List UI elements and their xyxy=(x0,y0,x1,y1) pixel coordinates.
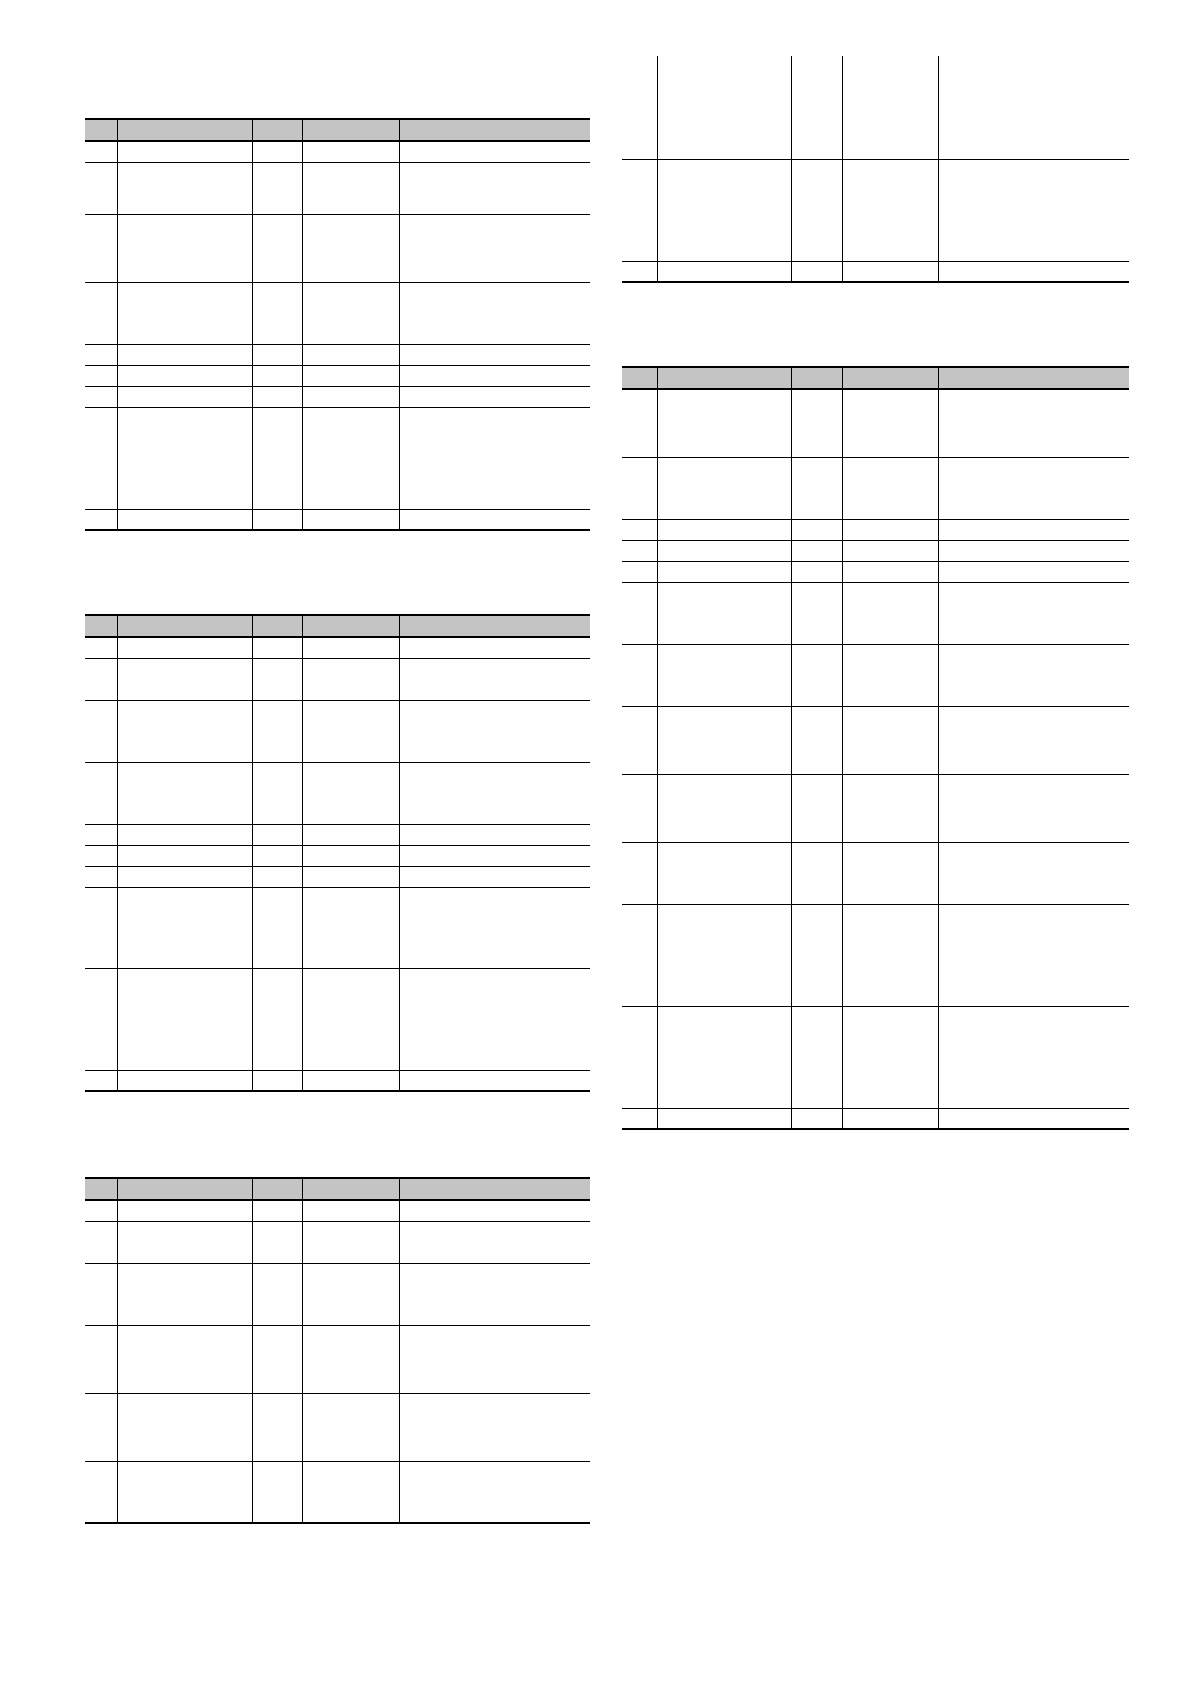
header-cell xyxy=(85,119,117,141)
parameter-table-1 xyxy=(85,118,590,531)
table-cell xyxy=(399,968,590,1070)
table-cell xyxy=(117,407,252,509)
table-cell xyxy=(622,519,657,540)
table-cell xyxy=(117,162,252,214)
table-cell xyxy=(85,282,117,344)
parameter-table-4 xyxy=(622,366,1129,1130)
table-cell xyxy=(842,519,938,540)
table-cell xyxy=(252,1200,302,1221)
table-cell xyxy=(302,700,399,762)
header-cell xyxy=(252,615,302,637)
table-cell xyxy=(252,407,302,509)
table-cell xyxy=(938,904,1129,1006)
table-cell xyxy=(302,866,399,887)
table-row xyxy=(622,774,1129,842)
table-cell xyxy=(791,644,842,706)
table-cell xyxy=(399,1070,590,1091)
table-cell xyxy=(252,1393,302,1461)
table-cell xyxy=(938,1006,1129,1108)
table-cell xyxy=(302,386,399,407)
table-cell xyxy=(85,1461,117,1523)
table-cell xyxy=(85,762,117,824)
table-cell xyxy=(117,762,252,824)
table-cell xyxy=(252,866,302,887)
table-cell xyxy=(302,968,399,1070)
header-cell xyxy=(842,367,938,389)
table-cell xyxy=(842,644,938,706)
table-cell xyxy=(85,637,117,658)
table-cell xyxy=(117,866,252,887)
table-cell xyxy=(842,774,938,842)
table-row xyxy=(85,700,590,762)
header-cell xyxy=(117,119,252,141)
table-row xyxy=(85,162,590,214)
table-cell xyxy=(117,1200,252,1221)
table-cell xyxy=(117,1325,252,1393)
table-cell xyxy=(85,1325,117,1393)
header-cell xyxy=(85,615,117,637)
table-row xyxy=(622,644,1129,706)
table-cell xyxy=(791,261,842,282)
table-cell xyxy=(302,1461,399,1523)
table-cell xyxy=(399,762,590,824)
table-row xyxy=(85,968,590,1070)
table-cell xyxy=(85,658,117,700)
table-cell xyxy=(622,457,657,519)
table-cell xyxy=(302,1221,399,1263)
table-cell xyxy=(85,162,117,214)
table-cell xyxy=(117,658,252,700)
table-cell xyxy=(252,658,302,700)
table-cell xyxy=(302,1200,399,1221)
table-cell xyxy=(657,1006,791,1108)
table-cell xyxy=(399,407,590,509)
table-cell xyxy=(791,540,842,561)
table-cell xyxy=(117,700,252,762)
table-cell xyxy=(938,389,1129,457)
table-cell xyxy=(657,904,791,1006)
table-cell xyxy=(302,407,399,509)
table-row xyxy=(85,214,590,282)
table-cell xyxy=(938,842,1129,904)
header-cell xyxy=(302,119,399,141)
header-cell xyxy=(791,367,842,389)
table-row xyxy=(622,389,1129,457)
table-row xyxy=(85,344,590,365)
table-cell xyxy=(791,519,842,540)
table-cell xyxy=(117,509,252,530)
table-cell xyxy=(252,162,302,214)
table-cell xyxy=(842,1006,938,1108)
table-cell xyxy=(842,582,938,644)
table-cell xyxy=(302,658,399,700)
header-cell xyxy=(657,367,791,389)
table-cell xyxy=(842,159,938,261)
table-cell xyxy=(117,1263,252,1325)
table-cell xyxy=(657,561,791,582)
table-row xyxy=(85,407,590,509)
table-cell xyxy=(117,845,252,866)
table-cell xyxy=(938,261,1129,282)
table-cell xyxy=(85,700,117,762)
table-cell xyxy=(399,282,590,344)
table-cell xyxy=(791,389,842,457)
header-cell xyxy=(252,119,302,141)
table-header-row xyxy=(85,1178,590,1200)
table-cell xyxy=(399,386,590,407)
table-cell xyxy=(252,141,302,162)
table-cell xyxy=(842,706,938,774)
table-cell xyxy=(622,904,657,1006)
table-cell xyxy=(252,386,302,407)
table-cell xyxy=(252,282,302,344)
table-cell xyxy=(622,1006,657,1108)
table-cell xyxy=(791,706,842,774)
table-cell xyxy=(399,887,590,968)
table-cell xyxy=(657,1108,791,1129)
table-cell xyxy=(399,637,590,658)
table-cell xyxy=(85,141,117,162)
table-cell xyxy=(117,1070,252,1091)
table-cell xyxy=(85,1070,117,1091)
table-header-row xyxy=(85,119,590,141)
table-cell xyxy=(938,56,1129,159)
table-cell xyxy=(938,519,1129,540)
table-row xyxy=(622,261,1129,282)
table-cell xyxy=(252,1221,302,1263)
table-cell xyxy=(399,214,590,282)
table-row xyxy=(85,1461,590,1523)
table-cell xyxy=(252,968,302,1070)
table-cell xyxy=(622,540,657,561)
table-row xyxy=(85,887,590,968)
table-cell xyxy=(85,866,117,887)
table-cell xyxy=(85,386,117,407)
table-cell xyxy=(842,842,938,904)
table-header-row xyxy=(85,615,590,637)
header-cell xyxy=(399,1178,590,1200)
table-cell xyxy=(302,887,399,968)
table-cell xyxy=(622,706,657,774)
table-row xyxy=(85,1325,590,1393)
table-cell xyxy=(622,159,657,261)
table-cell xyxy=(252,824,302,845)
table-row xyxy=(622,561,1129,582)
table-row xyxy=(85,1393,590,1461)
table-row xyxy=(85,282,590,344)
table-row xyxy=(622,706,1129,774)
table-cell xyxy=(399,365,590,386)
table-cell xyxy=(791,904,842,1006)
table-cell xyxy=(252,214,302,282)
table-cell xyxy=(85,344,117,365)
table-cell xyxy=(117,1221,252,1263)
table-cell xyxy=(85,845,117,866)
table-cell xyxy=(252,365,302,386)
table-cell xyxy=(302,1070,399,1091)
table-cell xyxy=(302,845,399,866)
table-cell xyxy=(302,509,399,530)
table-cell xyxy=(622,842,657,904)
table-cell xyxy=(791,582,842,644)
header-cell xyxy=(302,615,399,637)
parameter-table-3 xyxy=(85,1177,590,1524)
table-cell xyxy=(938,774,1129,842)
table-cell xyxy=(791,774,842,842)
header-cell xyxy=(938,367,1129,389)
table-cell xyxy=(252,1070,302,1091)
table-cell xyxy=(85,407,117,509)
table-cell xyxy=(117,637,252,658)
table-row xyxy=(622,540,1129,561)
table-cell xyxy=(302,344,399,365)
header-cell xyxy=(117,615,252,637)
table-row xyxy=(85,658,590,700)
table-cell xyxy=(302,824,399,845)
table-cell xyxy=(657,644,791,706)
table-cell xyxy=(938,540,1129,561)
table-cell xyxy=(399,824,590,845)
table-row xyxy=(622,904,1129,1006)
table-cell xyxy=(657,842,791,904)
table-cell xyxy=(399,344,590,365)
table-cell xyxy=(399,1221,590,1263)
table-cell xyxy=(842,56,938,159)
table-cell xyxy=(399,162,590,214)
table-cell xyxy=(791,561,842,582)
table-row xyxy=(85,824,590,845)
table-cell xyxy=(117,887,252,968)
table-cell xyxy=(117,1393,252,1461)
table-cell xyxy=(622,56,657,159)
header-cell xyxy=(252,1178,302,1200)
table-cell xyxy=(842,540,938,561)
table-cell xyxy=(657,540,791,561)
table-cell xyxy=(85,1393,117,1461)
table-cell xyxy=(791,1006,842,1108)
table-cell xyxy=(938,644,1129,706)
table-cell xyxy=(622,389,657,457)
table-row xyxy=(622,457,1129,519)
table-cell xyxy=(302,282,399,344)
table-cell xyxy=(117,282,252,344)
table-row xyxy=(622,1108,1129,1129)
table-cell xyxy=(938,706,1129,774)
table-cell xyxy=(399,1325,590,1393)
table-cell xyxy=(657,706,791,774)
table-cell xyxy=(791,56,842,159)
table-row xyxy=(622,1006,1129,1108)
table-cell xyxy=(399,845,590,866)
table-cell xyxy=(85,365,117,386)
table-cell xyxy=(85,887,117,968)
table-row xyxy=(85,1263,590,1325)
table-cell xyxy=(791,159,842,261)
table-cell xyxy=(252,1263,302,1325)
table-cell xyxy=(117,214,252,282)
table-cell xyxy=(657,389,791,457)
table-row xyxy=(85,637,590,658)
table-cell xyxy=(117,968,252,1070)
table-cell xyxy=(252,887,302,968)
table-header-row xyxy=(622,367,1129,389)
parameter-table-continued xyxy=(622,56,1129,283)
table-cell xyxy=(302,762,399,824)
table-cell xyxy=(657,457,791,519)
table-row xyxy=(85,365,590,386)
table-row xyxy=(622,56,1129,159)
header-cell xyxy=(302,1178,399,1200)
table-cell xyxy=(117,141,252,162)
table-cell xyxy=(85,509,117,530)
header-cell xyxy=(117,1178,252,1200)
table-row xyxy=(85,1221,590,1263)
table-cell xyxy=(85,1221,117,1263)
table-cell xyxy=(622,561,657,582)
table-row xyxy=(622,519,1129,540)
header-cell xyxy=(399,119,590,141)
table-cell xyxy=(657,774,791,842)
table-cell xyxy=(252,1325,302,1393)
header-cell xyxy=(622,367,657,389)
table-cell xyxy=(938,457,1129,519)
table-cell xyxy=(117,365,252,386)
table-cell xyxy=(842,457,938,519)
table-cell xyxy=(938,1108,1129,1129)
table-cell xyxy=(399,509,590,530)
table-cell xyxy=(252,1461,302,1523)
table-cell xyxy=(302,141,399,162)
header-cell xyxy=(399,615,590,637)
table-cell xyxy=(252,762,302,824)
table-cell xyxy=(117,1461,252,1523)
table-row xyxy=(85,509,590,530)
table-cell xyxy=(85,1263,117,1325)
table-cell xyxy=(791,842,842,904)
table-cell xyxy=(302,1325,399,1393)
table-cell xyxy=(399,866,590,887)
table-cell xyxy=(302,637,399,658)
table-cell xyxy=(791,457,842,519)
table-cell xyxy=(85,968,117,1070)
table-cell xyxy=(791,1108,842,1129)
table-cell xyxy=(399,1263,590,1325)
table-cell xyxy=(252,845,302,866)
table-cell xyxy=(85,214,117,282)
table-cell xyxy=(252,637,302,658)
table-row xyxy=(622,582,1129,644)
table-cell xyxy=(842,1108,938,1129)
table-row xyxy=(622,159,1129,261)
table-cell xyxy=(622,261,657,282)
parameter-table-2 xyxy=(85,614,590,1092)
table-cell xyxy=(622,582,657,644)
table-cell xyxy=(399,1461,590,1523)
table-cell xyxy=(842,389,938,457)
table-cell xyxy=(399,1393,590,1461)
table-cell xyxy=(622,644,657,706)
table-cell xyxy=(399,658,590,700)
table-row xyxy=(85,1070,590,1091)
table-cell xyxy=(302,214,399,282)
table-row xyxy=(85,1200,590,1221)
table-row xyxy=(85,866,590,887)
table-cell xyxy=(938,582,1129,644)
table-cell xyxy=(252,700,302,762)
table-row xyxy=(85,386,590,407)
table-cell xyxy=(399,141,590,162)
table-cell xyxy=(842,904,938,1006)
table-cell xyxy=(938,561,1129,582)
table-cell xyxy=(302,1263,399,1325)
table-row xyxy=(622,842,1129,904)
table-cell xyxy=(399,1200,590,1221)
table-cell xyxy=(117,344,252,365)
table-cell xyxy=(85,1200,117,1221)
table-cell xyxy=(302,365,399,386)
table-cell xyxy=(117,386,252,407)
table-cell xyxy=(657,261,791,282)
table-cell xyxy=(842,261,938,282)
table-cell xyxy=(842,561,938,582)
table-cell xyxy=(85,824,117,845)
table-cell xyxy=(117,824,252,845)
table-cell xyxy=(252,509,302,530)
table-cell xyxy=(938,159,1129,261)
table-cell xyxy=(252,344,302,365)
table-row xyxy=(85,845,590,866)
table-cell xyxy=(657,56,791,159)
header-cell xyxy=(85,1178,117,1200)
table-cell xyxy=(622,1108,657,1129)
table-cell xyxy=(657,519,791,540)
table-cell xyxy=(622,774,657,842)
table-row xyxy=(85,762,590,824)
table-row xyxy=(85,141,590,162)
table-cell xyxy=(302,162,399,214)
table-cell xyxy=(657,159,791,261)
table-cell xyxy=(399,700,590,762)
table-cell xyxy=(302,1393,399,1461)
table-cell xyxy=(657,582,791,644)
